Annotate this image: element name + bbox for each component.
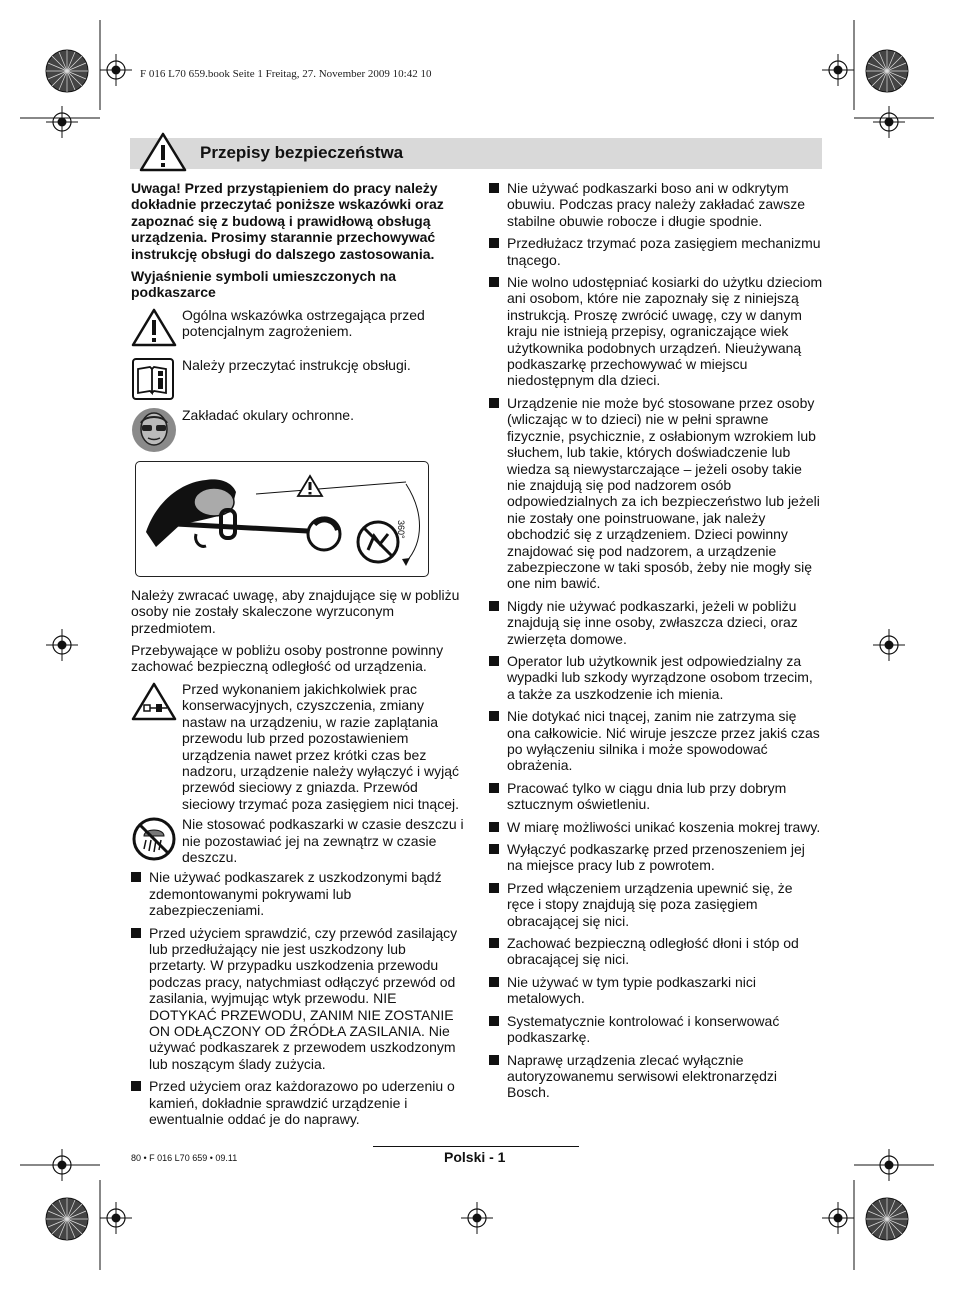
list-item: Nie używać podkaszarek z uszkodzonymi bądź zdemontowanymi pokrywami lub zabezpieczeniami. — [131, 869, 465, 918]
symbols-heading: Wyjaśnienie symboli umieszczonych na podkaszarce — [131, 268, 397, 301]
paragraph-thrown-objects: Należy zwracać uwagę, aby znajdujące się w pobliżu osoby nie zostały skaleczone wyrzuconym przedmiotem. — [131, 586, 460, 636]
list-item: Zachować bezpieczną odległość dłoni i stóp od obracającej się nici. — [489, 935, 823, 968]
rain-instruction-text: Nie stosować podkaszarki w czasie deszczu i nie pozostawiać jej na zewnątrz w czasie deszczu. — [182, 816, 464, 865]
page-title: Przepisy bezpieczeństwa — [200, 143, 404, 162]
list-item: Systematycznie kontrolować i konserwować podkaszarkę. — [489, 1013, 823, 1046]
footer-document-code: 80 • F 016 L70 659 • 09.11 — [131, 1153, 238, 1163]
list-item: Operator lub użytkownik jest odpowiedzialny za wypadki lub szkody wyrządzone osobom trzecim, a także za uszkodzenie ich mienia. — [489, 653, 823, 702]
symbol-text-manual: Należy przeczytać instrukcję obsługi. — [182, 356, 411, 373]
list-item: W miarę możliwości unikać koszenia mokrej trawy. — [489, 819, 823, 835]
footer-page-number: Polski - 1 — [444, 1149, 506, 1165]
trimmer-operator-image — [136, 462, 428, 576]
list-item: Nigdy nie używać podkaszarki, jeżeli w pobliżu znajdują się inne osoby, zwłaszcza dzieci, oraz zwierzęta domowe. — [489, 598, 823, 647]
read-manual-icon — [131, 357, 175, 401]
symbol-text-glasses: Zakładać okulary ochronne. — [182, 406, 354, 423]
unplug-instruction-text: Przed wykonaniem jakichkolwiek prac konserwacyjnych, czyszczenia, zmiany nastaw na urządzeniu, w razie zaplątania przewodu lub przed pozostawieniem urządzenia nawet przez krótki czas bez nadzoru, urządzenie należy wyłączyć i wyjąć przewód sieciowy z gniazda. Przewód sieciowy trzymać poza zasięgiem nici tnącej. — [182, 680, 460, 812]
list-item: Nie używać w tym typie podkaszarki nici metalowych. — [489, 974, 823, 1007]
symbol-text-warning: Ogólna wskazówka ostrzegająca przed potencjalnym zagrożeniem. — [182, 306, 425, 340]
warning-paragraph: Uwaga! Przed przystąpieniem do pracy należy dokładnie przeczytać poniższe wskazówki oraz zapoznać się z budową i prawidłową obsługą urządzenia. Prosimy starannie przechowywać instrukcję obsługi do dalszego zastosowania. — [131, 180, 444, 262]
list-item: Przed użyciem oraz każdorazowo po uderzeniu o kamień, dokładnie sprawdzić urządzenie i ewentualnie oddać je do naprawy. — [131, 1078, 465, 1127]
list-item: Pracować tylko w ciągu dnia lub przy dobrym sztucznym oświetleniu. — [489, 780, 823, 813]
symbol-row-glasses — [131, 407, 465, 453]
list-item: Nie dotykać nici tnącej, zanim nie zatrzyma się ona całkowicie. Nić wiruje jeszcze przez jakiś czas po wyłączeniu silnika i może spowodować obrażenia. — [489, 708, 823, 774]
left-bullet-list — [131, 869, 465, 1127]
symbol-row-warning — [131, 307, 465, 353]
list-item: Nie używać podkaszarki boso ani w odkrytym obuwiu. Podczas pracy należy zakładać zawsze stabilne obuwie robocze i długie spodnie. — [489, 180, 823, 229]
symbol-row-unplug — [131, 681, 465, 812]
list-item: Urządzenie nie może być stosowane przez osoby (wliczając w to dzieci) nie w pełni sprawne fizycznie, psychicznie, z osłabionym wzrokiem lub słuchem, lub takie, których doświadczenie lub wiedza są niewystarczające – jeżeli osoby takie nie znajdują się pod nadzorem osób odpowiedzialnych za ich bezpieczeństwo lub jeżeli nie zostały one poinstruowane, jak należy obchodzić się z urządzeniem. Dzieci powinny znajdować się pod nadzorem, a urządzenie zabezpieczone w taki sposób, żeby nie mogły się one nim bawić. — [489, 395, 823, 592]
list-item: Nie wolno udostępniać kosiarki do użytku dzieciom ani osobom, które nie zapoznały się z niniejszą instrukcją. Proszę zwrócić uwagę, czy w danym kraju nie istnieją przepisy, ograniczające wiek użytkownika podobnych urządzeń. Nieużywaną podkaszarkę przechowywać w miejscu niedostępnym dla dzieci. — [489, 274, 823, 389]
list-item: Przed włączeniem urządzenia upewnić się, że ręce i stopy znajdują się poza zasięgiem obracającej się nici. — [489, 880, 823, 929]
page-meta: F 016 L70 659.book Seite 1 Freitag, 27. November 2009 10:42 10 — [140, 68, 432, 80]
unplug-warning-icon — [131, 681, 177, 721]
list-item: Naprawę urządzenia zlecać wyłącznie autoryzowanemu serwisowi elektronarzędzi Bosch. — [489, 1052, 823, 1101]
warning-triangle-icon — [131, 307, 177, 347]
right-bullet-list — [489, 180, 823, 1101]
section-title-bar — [130, 138, 822, 169]
list-item: Przedłużacz trzymać poza zasięgiem mechanizmu tnącego. — [489, 235, 823, 268]
no-rain-icon — [131, 816, 177, 862]
trimmer-illustration — [135, 461, 429, 577]
footer-divider — [373, 1146, 579, 1147]
rotation-angle-label: 360° — [396, 519, 406, 539]
list-item: Wyłączyć podkaszarkę przed przenoszeniem jej na miejsce pracy lub z powrotem. — [489, 841, 823, 874]
left-column — [131, 180, 465, 1133]
symbol-row-manual — [131, 357, 465, 403]
paragraph-bystanders: Przebywające w pobliżu osoby postronne powinny zachować bezpieczną odległość od urządzenia. — [131, 642, 444, 675]
warning-triangle-icon — [139, 132, 187, 172]
right-column — [489, 180, 823, 1107]
symbol-row-rain — [131, 816, 465, 865]
list-item: Przed użyciem sprawdzić, czy przewód zasilający lub przedłużający nie jest uszkodzony lub przetarty. W przypadku uszkodzenia przewodu podczas pracy, natychmiast odłączyć przewód od zasilania, wyjmując wtyk przewodu. NIE DOTYKAĆ PRZEWODU, ZANIM NIE ZOSTANIE ON ODŁĄCZONY OD ŹRÓDŁA ZASILANIA. Nie używać podkaszarek z przewodem uszkodzonym lub noszącym ślady zużycia. — [131, 925, 465, 1073]
safety-glasses-icon — [131, 407, 177, 453]
